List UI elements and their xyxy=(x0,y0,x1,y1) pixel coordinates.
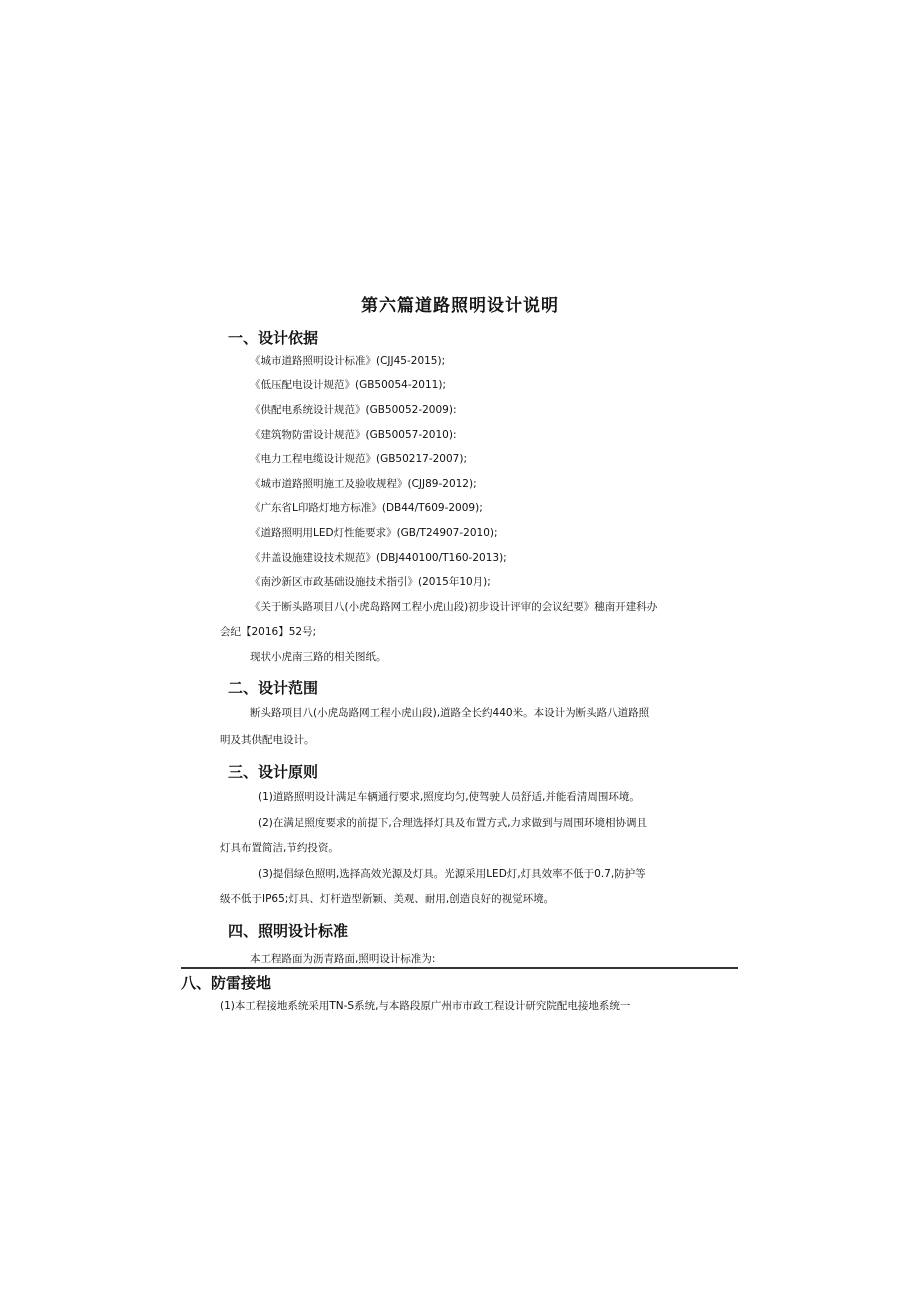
section-heading-design-scope: 二、设计范围 xyxy=(228,679,319,697)
principle-line: (1)道路照明设计满足车辆通行要求,照度均匀,使驾驶人员舒适,并能看清周围环境。 xyxy=(258,791,640,803)
basis-item: 《建筑物防雷设计规范》(GB50057-2010): xyxy=(250,429,457,441)
principle-line: 灯具布置简洁,节约投资。 xyxy=(220,842,339,854)
basis-item: 现状小虎南三路的相关图纸。 xyxy=(250,651,387,663)
basis-item: 《城市道路照明施工及验收规程》(CJJ89-2012); xyxy=(250,478,477,490)
basis-item: 《道路照明用LED灯性能要求》(GB/T24907-2010); xyxy=(250,527,498,539)
section-heading-design-principles: 三、设计原则 xyxy=(228,763,319,781)
basis-item: 《关于断头路项目八(小虎岛路网工程小虎山段)初步设计评审的会议纪要》穗南开建科办 xyxy=(250,601,658,613)
basis-item: 《供配电系统设计规范》(GB50052-2009): xyxy=(250,404,457,416)
standard-line: 本工程路面为沥青路面,照明设计标准为: xyxy=(250,953,436,965)
page-break-rule xyxy=(181,967,738,969)
basis-item-continuation: 会纪【2016】52号; xyxy=(220,626,317,638)
principle-line: (2)在满足照度要求的前提下,合理选择灯具及布置方式,力求做到与周围环境相协调且 xyxy=(258,817,648,829)
basis-item: 《广东省L印路灯地方标准》(DB44/T609-2009); xyxy=(250,502,483,514)
basis-item: 《南沙新区市政基础设施技术指引》(2015年10月); xyxy=(250,576,491,588)
basis-item: 《电力工程电缆设计规范》(GB50217-2007); xyxy=(250,453,467,465)
basis-item: 《低压配电设计规范》(GB50054-2011); xyxy=(250,379,446,391)
principle-line: 级不低于IP65;灯具、灯杆造型新颖、美观、耐用,创造良好的视觉环境。 xyxy=(220,893,555,905)
scope-line: 明及其供配电设计。 xyxy=(220,734,315,746)
section-heading-lightning-grounding: 八、防雷接地 xyxy=(181,974,272,992)
basis-item: 《井盖设施建设技术规范》(DBJ440100/T160-2013); xyxy=(250,552,507,564)
document-title: 第六篇道路照明设计说明 xyxy=(361,296,559,316)
section-heading-lighting-standard: 四、照明设计标准 xyxy=(228,922,349,940)
grounding-line: (1)本工程接地系统采用TN-S系统,与本路段原广州市市政工程设计研究院配电接地系统一 xyxy=(220,1000,631,1012)
basis-item: 《城市道路照明设计标准》(CJJ45-2015); xyxy=(250,355,446,367)
principle-line: (3)提倡绿色照明,选择高效光源及灯具。光源采用LED灯,灯具效率不低于0.7,防护等 xyxy=(258,868,646,880)
scope-line: 断头路项目八(小虎岛路网工程小虎山段),道路全长约440米。本设计为断头路八道路照 xyxy=(250,707,650,719)
section-heading-design-basis: 一、设计依据 xyxy=(228,329,319,347)
